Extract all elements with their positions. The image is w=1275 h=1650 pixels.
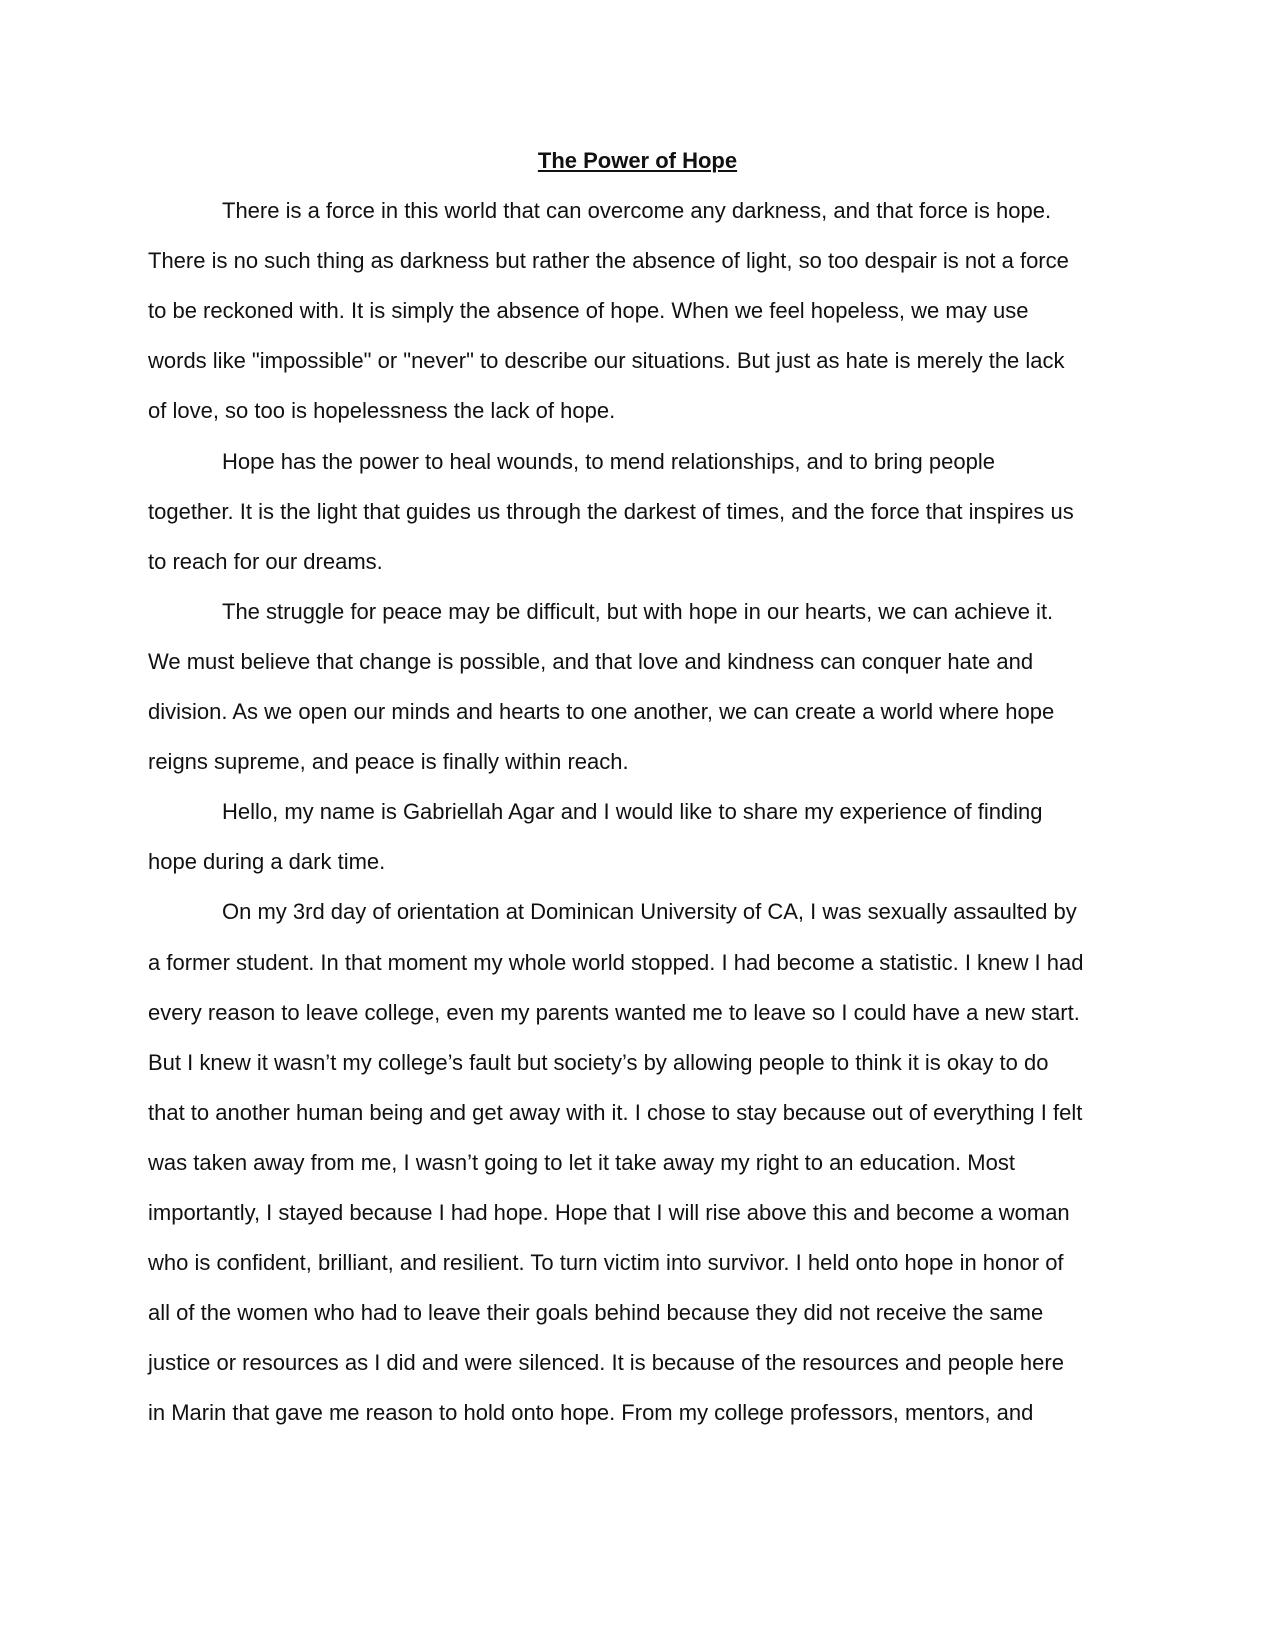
body-line: division. As we open our minds and hearts to one another, we can create a world where hope (148, 699, 1055, 724)
body-line: Hope has the power to heal wounds, to mend relationships, and to bring people (222, 449, 995, 474)
body-line: There is no such thing as darkness but rather the absence of light, so too despair is not a force (148, 248, 1069, 273)
body-line: every reason to leave college, even my parents wanted me to leave so I could have a new start. (148, 1000, 1080, 1025)
body-line: words like "impossible" or "never" to describe our situations. But just as hate is merely the lack (148, 348, 1065, 373)
body-line: together. It is the light that guides us through the darkest of times, and the force that inspires us (148, 499, 1074, 524)
body-line: reigns supreme, and peace is finally within reach. (148, 749, 629, 774)
body-line: hope during a dark time. (148, 849, 386, 874)
body-line: to be reckoned with. It is simply the absence of hope. When we feel hopeless, we may use (148, 298, 1029, 323)
body-line: On my 3rd day of orientation at Dominican University of CA, I was sexually assaulted by (222, 899, 1077, 924)
body-line: of love, so too is hopelessness the lack of hope. (148, 398, 616, 423)
body-line: justice or resources as I did and were silenced. It is because of the resources and people here (148, 1350, 1064, 1375)
body-line: to reach for our dreams. (148, 549, 383, 574)
body-line: Hello, my name is Gabriellah Agar and I would like to share my experience of finding (222, 799, 1043, 824)
body-line: all of the women who had to leave their goals behind because they did not receive the same (148, 1300, 1044, 1325)
body-line: a former student. In that moment my whole world stopped. I had become a statistic. I knew I had (148, 950, 1084, 975)
body-line: in Marin that gave me reason to hold onto hope. From my college professors, mentors, and (148, 1400, 1034, 1425)
body-line: who is confident, brilliant, and resilient. To turn victim into survivor. I held onto hope in honor of (148, 1250, 1064, 1275)
body-line: The struggle for peace may be difficult, but with hope in our hearts, we can achieve it. (222, 599, 1054, 624)
body-line: was taken away from me, I wasn’t going to let it take away my right to an education. Most (148, 1150, 1015, 1175)
document-title: The Power of Hope (537, 148, 738, 173)
body-line: There is a force in this world that can overcome any darkness, and that force is hope. (222, 198, 1052, 223)
body-line: that to another human being and get away with it. I chose to stay because out of everything I felt (148, 1100, 1083, 1125)
body-line: importantly, I stayed because I had hope. Hope that I will rise above this and become a woman (148, 1200, 1070, 1225)
body-line: We must believe that change is possible, and that love and kindness can conquer hate and (148, 649, 1034, 674)
body-line: But I knew it wasn’t my college’s fault but society’s by allowing people to think it is okay to do (148, 1050, 1049, 1075)
